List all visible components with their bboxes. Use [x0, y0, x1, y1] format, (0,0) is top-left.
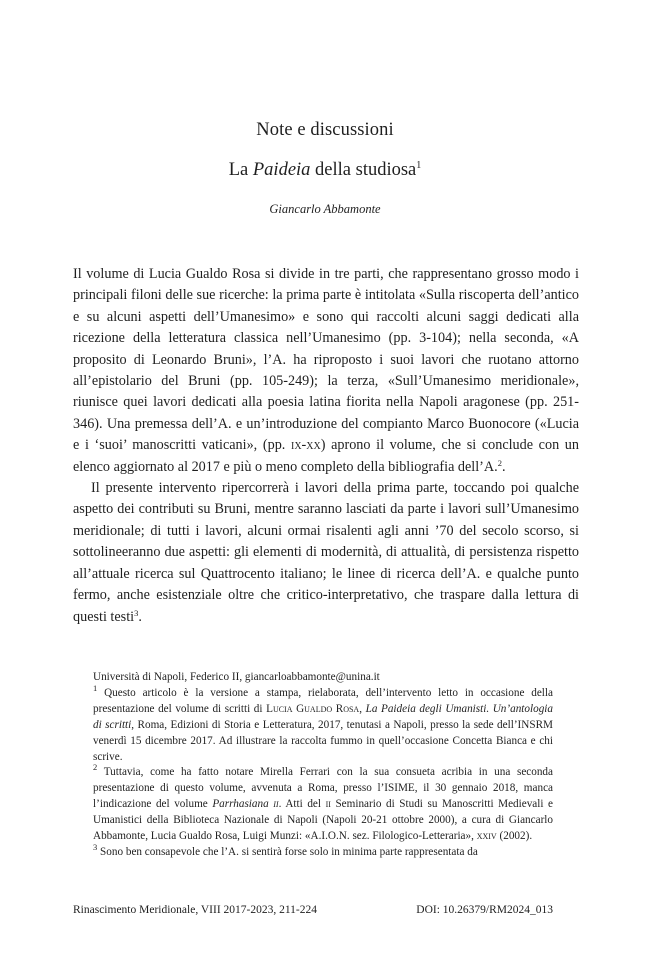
journal-citation: Rinascimento Meridionale, VIII 2017-2023, 211-224	[73, 904, 318, 916]
footnote-1-book-title: La Paideia degli Umanisti. Un’antologia di scritti	[93, 702, 554, 731]
author-affiliation: Università di Napoli, Federico II, giancarloabbamonte@unina.it	[93, 671, 380, 683]
footnote-3	[93, 841, 553, 861]
footnote-ref-2[interactable]: 2	[497, 457, 502, 468]
footnote-2-text-d: (2002).	[496, 830, 533, 843]
footnotes	[93, 670, 553, 861]
article-title	[0, 160, 650, 181]
footnote-2	[93, 762, 554, 845]
paragraph-1-text: Il volume di Lucia Gualdo Rosa si divide in tre parti, che rappresentano grosso modo i principali filoni delle sue ricerche: la prima parte è intitolata «Sulla riscoperta dell’antico e su alcuni aspetti dell’Umanesimo» e sono qui raccolti alcuni saggi dedicati alla ricezione della letteratura classica nell’Umanesimo (pp. 3-104); nella seconda, «A proposito di Leonardo Bruni», l’A. ha riproposto i suoi lavori che ruotano attorno all’epistolario del Bruni (pp. 105-249); la terza, «Sull’Umanesimo meridionale», riunisce quei lavori dedicati alla poesia latina fiorita nella Napoli aragonese (pp. 251-346). Una premessa dell’A. e un’introduzione del compianto Marco Buonocore («Lucia e i ‘suoi’ manoscritti vaticani», (pp.	[73, 266, 579, 454]
doi[interactable]: DOI: 10.26379/RM2024_013	[416, 904, 553, 916]
footnote-3-mark: 3	[93, 841, 98, 852]
footnote-1-mark: 1	[93, 682, 98, 693]
footnote-2-mark: 2	[93, 762, 98, 773]
title-prefix: La	[228, 160, 253, 180]
roman-page-range: ix-xx	[290, 437, 321, 454]
footnote-ref-3[interactable]: 3	[134, 607, 139, 618]
paragraph-2-text: Il presente intervento ripercorrerà i lavori della prima parte, toccando poi qualche aspetto dei contributi su Bruni, mentre saranno lasciati da parte i lavori sull’Umanesimo meridionale; di tutti i lavori, alcuni ormai risalenti agli anni ’70 del secolo scorso, si sottolineeranno due aspetti: gli elementi di modernità, di attualità, di persistenza rispetto all’attuale ricerca sul Quattrocento italiano; le linee di ricerca dell’A. e qualche punto fermo, anche esistenziale oltre che critico-interpretativo, che traspare dalla lettura di questi testi	[73, 480, 579, 625]
footnote-2-seminar-number: ii	[325, 798, 331, 811]
footnote-2-volume: ii	[268, 798, 279, 811]
author-name: Giancarlo Abbamonte	[269, 202, 381, 216]
paragraph-2	[73, 478, 579, 628]
body-text	[73, 264, 579, 628]
paragraph-1	[73, 264, 579, 478]
paragraph-2-end: .	[138, 608, 142, 625]
footnote-1	[93, 682, 554, 766]
title-italic-word: Paideia	[252, 160, 311, 180]
footnote-1-text: Questo articolo è la versione a stampa, rielaborata, dell’intervento letto in occasione della presentazione del volume di scritti di	[93, 686, 553, 715]
footnote-2-volume-number: xxiv	[476, 830, 497, 843]
footnote-2-text-b: . Atti del	[278, 798, 326, 811]
paragraph-1-end: .	[501, 458, 506, 475]
footnote-2-journal: Parrhasiana	[212, 798, 269, 811]
footnote-2-text-c: Seminario di Studi su Manoscritti Medievali e Umanistici della Biblioteca Nazionale di Napoli (Napoli 20-21 ottobre 2000), a cura di Giancarlo Abbamonte, Lucia Gualdo Rosa, Luigi Munzi: «A.I.O.N. sez. Filologico-Letteraria»,	[93, 798, 554, 843]
paragraph-1-text-cont: ) aprono il volume, che si conclude con un elenco aggiornato al 2017 e più o meno completo della bibliografia dell’A.	[73, 437, 579, 475]
title-footnote-ref[interactable]: 1	[416, 160, 422, 171]
section-heading: Note e discussioni	[256, 120, 394, 140]
footnote-1-author: Lucia Gualdo Rosa	[266, 702, 360, 715]
footnote-3-text: Sono ben consapevole che l’A. si sentirà forse solo in minima parte rappresentata da	[97, 845, 478, 858]
title-suffix: della studiosa	[310, 160, 417, 180]
footnote-2-text: Tuttavia, come ha fatto notare Mirella Ferrari con la sua consueta acribia in una seconda presentazione di questo volume, avvenuta a Roma, presso l’ISIME, il 30 gennaio 2018, manca l’indicazione del volume	[93, 766, 553, 811]
footnote-1-text-cont: , Roma, Edizioni di Storia e Letteratura, 2017, tenutasi a Napoli, presso la sede dell’INSRM venerdì 15 dicembre 2017. Ad illustrare la raccolta fummo in quell’occasione Concetta Bianca e chi scrive.	[93, 718, 553, 763]
footnote-1-sep: ,	[359, 702, 366, 715]
